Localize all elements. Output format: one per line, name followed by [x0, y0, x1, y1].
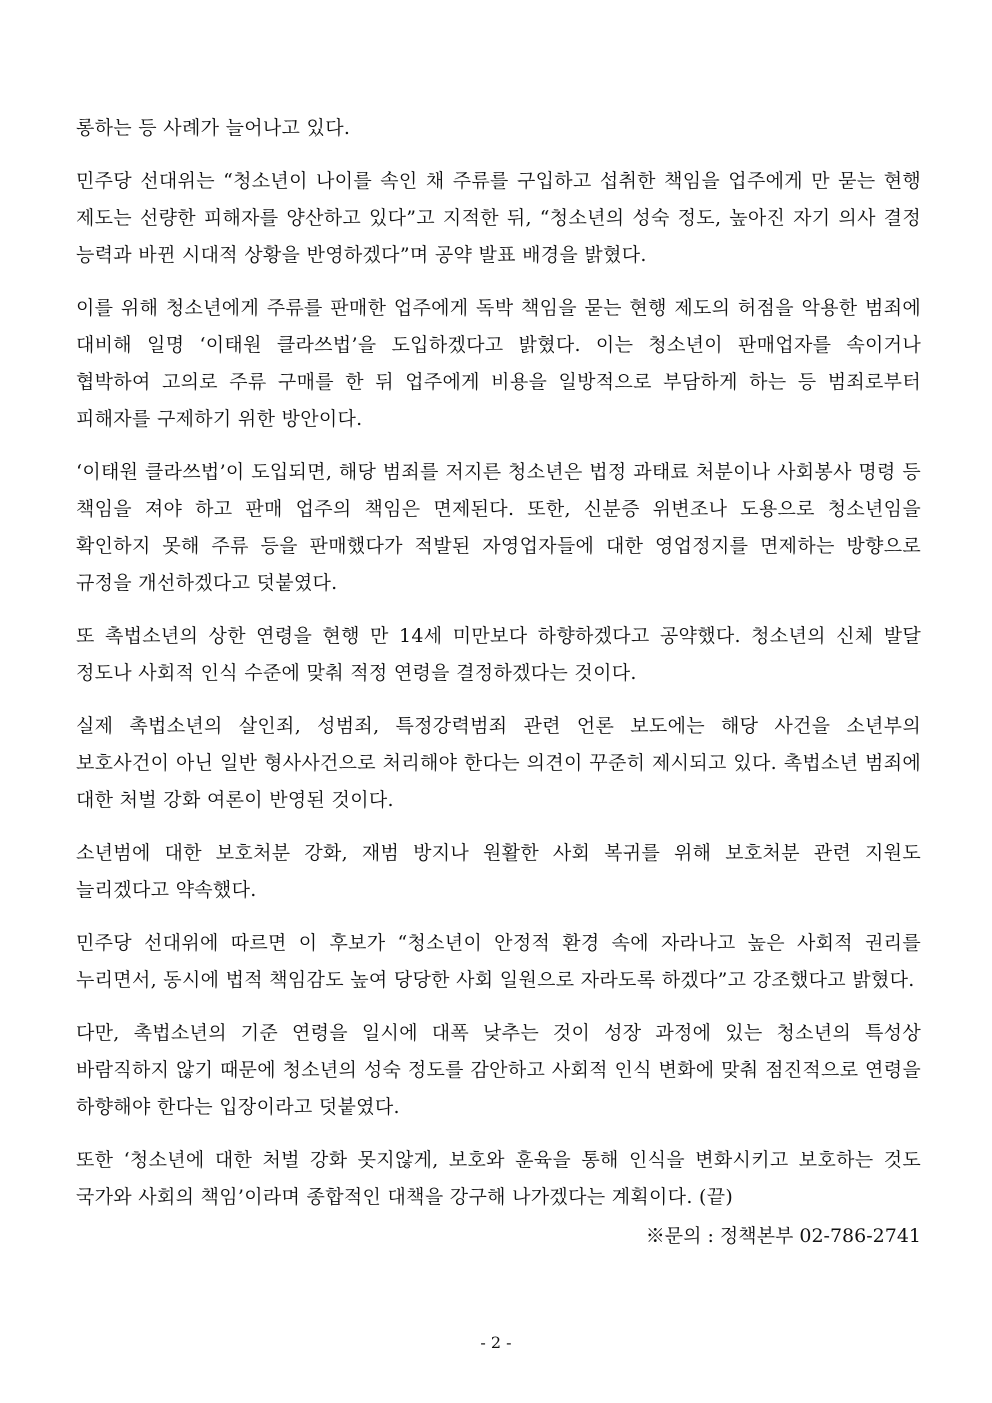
paragraph-7: 소년범에 대한 보호처분 강화, 재범 방지나 원활한 사회 복귀를 위해 보호처분 관련 지원도 늘리겠다고 약속했다. — [76, 842, 921, 901]
document-body — [76, 110, 921, 1255]
contact-info: ※문의 : 정책본부 02-786-2741 — [645, 1225, 921, 1247]
paragraph-4: ‘이태원 클라쓰법’이 도입되면, 해당 범죄를 저지른 청소년은 법정 과태료 처분이나 사회봉사 명령 등 책임을 져야 하고 판매 업주의 책임은 면제된다. 또한, 신분증 위변조나 도용으로 청소년임을 확인하지 못해 주류 등을 판매했다가 적발된 자영업자들에 대한 영업정지를 면제하는 방향으로 규정을 개선하겠다고 덧붙였다. — [76, 461, 921, 594]
paragraph-6: 실제 촉법소년의 살인죄, 성범죄, 특정강력범죄 관련 언론 보도에는 해당 사건을 소년부의 보호사건이 아닌 일반 형사사건으로 처리해야 한다는 의견이 꾸준히 제시되고 있다. 촉법소년 범죄에 대한 처벌 강화 여론이 반영된 것이다. — [76, 715, 921, 811]
page-number: - 2 - — [480, 1333, 512, 1352]
paragraph-5: 또 촉법소년의 상한 연령을 현행 만 14세 미만보다 하향하겠다고 공약했다. 청소년의 신체 발달 정도나 사회적 인식 수준에 맞춰 적정 연령을 결정하겠다는 것이다. — [76, 625, 921, 684]
paragraph-2: 민주당 선대위는 “청소년이 나이를 속인 채 주류를 구입하고 섭취한 책임을 업주에게 만 묻는 현행 제도는 선량한 피해자를 양산하고 있다”고 지적한 뒤, “청소년의 성숙 정도, 높아진 자기 의사 결정 능력과 바뀐 시대적 상황을 반영하겠다”며 공약 발표 배경을 밝혔다. — [76, 170, 921, 266]
paragraph-1: 롱하는 등 사례가 늘어나고 있다. — [76, 117, 351, 139]
paragraph-10: 또한 ‘청소년에 대한 처벌 강화 못지않게, 보호와 훈육을 통해 인식을 변화시키고 보호하는 것도 국가와 사회의 책임’이라며 종합적인 대책을 강구해 나가겠다는 계획이다. (끝) — [76, 1149, 921, 1208]
paragraph-8: 민주당 선대위에 따르면 이 후보가 “청소년이 안정적 환경 속에 자라나고 높은 사회적 권리를 누리면서, 동시에 법적 책임감도 높여 당당한 사회 일원으로 자라도록 하겠다”고 강조했다고 밝혔다. — [76, 932, 921, 991]
paragraph-9: 다만, 촉법소년의 기준 연령을 일시에 대폭 낮추는 것이 성장 과정에 있는 청소년의 특성상 바람직하지 않기 때문에 청소년의 성숙 정도를 감안하고 사회적 인식 변화에 맞춰 점진적으로 연령을 하향해야 한다는 입장이라고 덧붙였다. — [76, 1022, 921, 1118]
paragraph-3: 이를 위해 청소년에게 주류를 판매한 업주에게 독박 책임을 묻는 현행 제도의 허점을 악용한 범죄에 대비해 일명 ‘이태원 클라쓰법’을 도입하겠다고 밝혔다. 이는 청소년이 판매업자를 속이거나 협박하여 고의로 주류 구매를 한 뒤 업주에게 비용을 일방적으로 부담하게 하는 등 범죄로부터 피해자를 구제하기 위한 방안이다. — [76, 297, 921, 430]
